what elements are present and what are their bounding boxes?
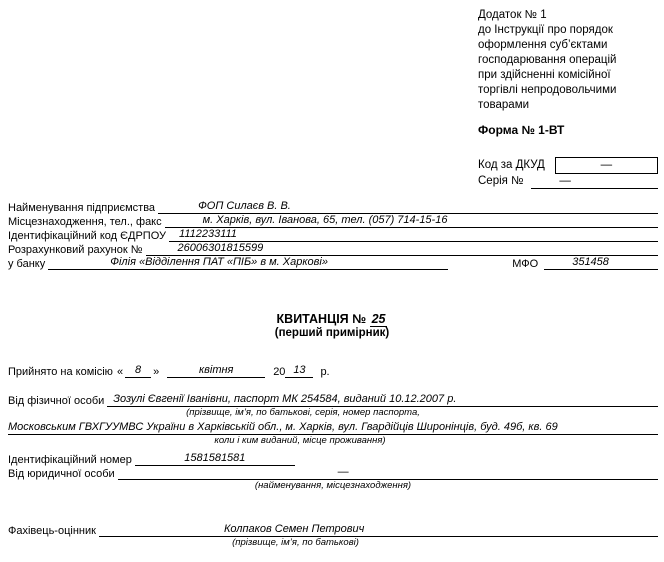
company-account-value: 26006301815599 bbox=[177, 242, 264, 254]
legal-entity-underline bbox=[118, 466, 658, 480]
legal-entity-caption: (найменування, місцезнаходження) bbox=[254, 480, 412, 491]
appendix-line: при здійсненні комісійної bbox=[478, 69, 611, 81]
appendix-line: господарювання операцій bbox=[478, 54, 617, 66]
company-name-label: Найменування підприємства bbox=[8, 202, 156, 214]
mfo-label: МФО bbox=[512, 258, 539, 270]
acceptance-date-line bbox=[8, 363, 330, 378]
date-day-value: 8 bbox=[125, 364, 151, 378]
appraiser-row bbox=[8, 523, 658, 537]
receipt-number: 25 bbox=[371, 312, 386, 326]
company-address-row bbox=[8, 214, 658, 228]
appendix-header bbox=[478, 8, 658, 189]
receipt-title bbox=[0, 312, 664, 326]
company-name-value: ФОП Силаєв В. В. bbox=[198, 200, 291, 212]
appraiser-name-value: Колпаков Семен Петрович bbox=[223, 523, 365, 535]
receipt-title-prefix: КВИТАНЦІЯ № bbox=[276, 312, 367, 326]
passport-underline bbox=[107, 393, 658, 407]
issue-underline bbox=[8, 421, 658, 435]
issue-row bbox=[8, 420, 658, 435]
appraiser-underline bbox=[99, 523, 658, 537]
company-edrpou-row bbox=[8, 228, 658, 242]
dkud-code-box: — bbox=[555, 157, 658, 174]
copy-subtitle: (перший примірник) bbox=[274, 327, 390, 339]
acceptance-date-label: Прийнято на комісію bbox=[8, 366, 113, 378]
company-edrpou-label: Ідентифікаційний код ЄДРПОУ bbox=[8, 230, 167, 242]
company-name-row bbox=[8, 200, 658, 214]
passport-caption: (прізвище, ім’я, по батькові, серія, номер паспорта, bbox=[186, 407, 420, 418]
appendix-line: оформлення суб’єктами bbox=[478, 39, 608, 51]
company-edrpou-underline bbox=[169, 228, 658, 242]
mfo-underline bbox=[544, 256, 658, 270]
tax-id-row bbox=[8, 452, 658, 466]
close-quote: » bbox=[153, 366, 160, 378]
seriya-value-blank: — bbox=[531, 175, 658, 189]
appraiser-label: Фахівець-оцінник bbox=[8, 525, 96, 537]
appendix-line: Додаток № 1 bbox=[478, 9, 547, 21]
issue-info-value: Московським ГВХГУУМВС України в Харківській обл., м. Харків, вул. Гвардійців Широнінців, буд. 49б, кв. 69 bbox=[8, 421, 558, 433]
legal-entity-row bbox=[8, 466, 658, 480]
open-quote: « bbox=[116, 366, 124, 378]
passport-info-value: Зозулі Євгенії Іванівни, паспорт МК 254584, виданий 10.12.2007 р. bbox=[113, 393, 457, 405]
tax-id-underline bbox=[135, 452, 295, 466]
appendix-line: товарами bbox=[478, 99, 530, 111]
company-bank-row bbox=[8, 256, 658, 270]
individual-label: Від фізичної особи bbox=[8, 395, 105, 407]
date-suffix: р. bbox=[320, 366, 330, 378]
legal-entity-label: Від юридичної особи bbox=[8, 468, 115, 480]
company-account-label: Розрахунковий рахунок № bbox=[8, 244, 143, 256]
seriya-row bbox=[478, 175, 658, 189]
company-edrpou-value: 1112233111 bbox=[179, 228, 237, 240]
residence-caption: коли і ким виданий, місце проживання) bbox=[214, 435, 386, 446]
company-address-underline bbox=[165, 214, 658, 228]
company-info-section bbox=[8, 200, 658, 270]
dkud-row bbox=[478, 157, 658, 174]
company-account-underline bbox=[146, 242, 658, 256]
company-account-row bbox=[8, 242, 658, 256]
form-number-label: Форма № 1-ВТ bbox=[478, 123, 565, 137]
date-month-value: квітня bbox=[167, 364, 265, 378]
appendix-line: до Інструкції про порядок bbox=[478, 24, 613, 36]
individual-row bbox=[8, 393, 658, 407]
tax-id-value: 1581581581 bbox=[184, 452, 246, 464]
seriya-label: Серія № bbox=[478, 175, 524, 187]
mfo-value: 351458 bbox=[572, 256, 609, 268]
individual-section bbox=[8, 393, 658, 492]
receipt-title-block bbox=[0, 312, 664, 339]
appraiser-section bbox=[8, 523, 658, 549]
appendix-line: торгівлі непродовольчими bbox=[478, 84, 617, 96]
company-name-underline bbox=[158, 200, 658, 214]
company-address-value: м. Харків, вул. Іванова, 65, тел. (057) 714-15-16 bbox=[202, 214, 448, 226]
date-century: 20 bbox=[273, 366, 286, 378]
date-year-value: 13 bbox=[285, 364, 313, 378]
appraiser-caption: (прізвище, ім’я, по батькові) bbox=[232, 537, 359, 548]
company-bank-label: у банку bbox=[8, 258, 46, 270]
company-bank-underline bbox=[48, 256, 448, 270]
legal-entity-value: — bbox=[337, 466, 349, 478]
company-bank-value: Філія «Відділення ПАТ «ПІБ» в м. Харкові» bbox=[110, 256, 328, 268]
dkud-label: Код за ДКУД bbox=[478, 159, 545, 171]
tax-id-label: Ідентифікаційний номер bbox=[8, 454, 132, 466]
company-address-label: Місцезнаходження, тел., факс bbox=[8, 216, 162, 228]
